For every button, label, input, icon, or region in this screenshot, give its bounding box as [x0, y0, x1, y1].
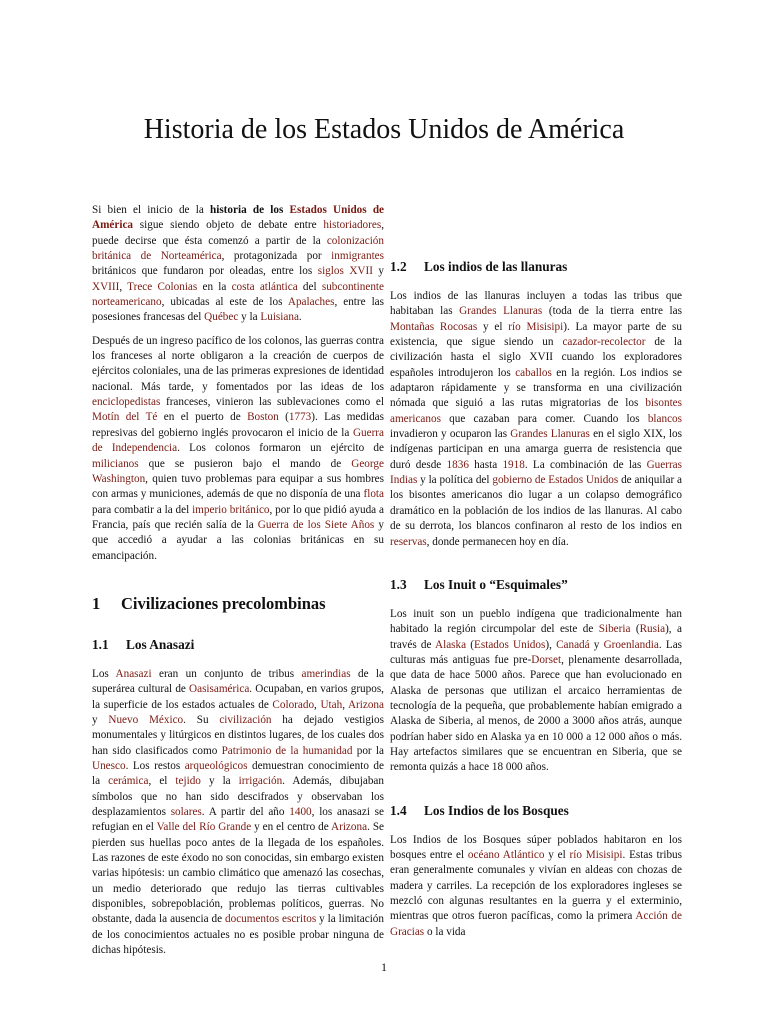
text: invadieron y ocuparon las: [390, 428, 511, 441]
link-solares[interactable]: solares: [170, 806, 202, 818]
text: y el: [544, 848, 570, 861]
text: británicos que fundaron por oleadas, entre los: [92, 265, 318, 278]
link-rio-misisipi[interactable]: río Misisipi: [508, 320, 564, 333]
link-rio-misisipi-2[interactable]: río Misisipi: [569, 848, 623, 861]
link-groenlandia[interactable]: Groenlandia: [603, 638, 659, 651]
link-george-washington[interactable]: George Washington: [92, 457, 384, 485]
link-imperio-britanico[interactable]: imperio británico: [192, 503, 270, 516]
link-arizona-2[interactable]: Arizona: [331, 821, 368, 834]
link-grandes-llanuras-2[interactable]: Grandes Llanuras: [510, 428, 590, 441]
text: ha dejado vestigios monumentales y litúrgicos en distintos lugares, de los cuales dos han sido clasificados como: [92, 713, 384, 757]
link-grandes-llanuras[interactable]: Grandes Llanuras: [459, 305, 543, 318]
link-patrimonio[interactable]: Patrimonio de la humanidad: [221, 744, 353, 757]
link-1400[interactable]: 1400: [289, 806, 312, 818]
link-1773[interactable]: 1773: [288, 411, 312, 424]
link-estados-unidos[interactable]: Estados Unidos de América: [92, 204, 385, 232]
text: , donde permanecen hoy en día.: [426, 535, 569, 548]
link-estados-unidos-2[interactable]: Estados Unidos: [474, 638, 546, 651]
text: y en el centro de: [251, 821, 332, 834]
text: y: [92, 713, 109, 726]
link-quebec[interactable]: Québec: [204, 311, 239, 324]
text: ), a través de: [390, 623, 682, 651]
text: en el siglo XIX, los indígenas participan en una amarga guerra de resistencia que duró desde: [390, 428, 682, 471]
text: Después de un ingreso pacífico de los colonos, las guerras contra los franceses al norte obligaron a la creación de cuerpos de ejércitos coloniales, una de las primeras expresiones de identidad nacional. Más tarde, y fomentados por las ideas de los: [92, 334, 384, 393]
text: del: [297, 280, 322, 293]
left-column: [92, 203, 384, 958]
link-motin-del-te[interactable]: Motín del Té: [92, 411, 158, 424]
text: en la región. Los indios se adaptaron rápidamente y se transforma en una civilización nómada que siguió a las rutas migratorias de los: [390, 366, 682, 410]
text: en el puerto de: [157, 411, 248, 424]
text: de aniquilar a los bisontes americanos dio lugar a un colapso demográfico dramático en la población de los indios de las llanuras. Al cabo de su derrota, los blancos confinaron al resto de los indios en: [390, 474, 683, 533]
link-caballos[interactable]: caballos: [515, 366, 552, 379]
text: Los Indios de los Bosques súper poblados habitaron en los bosques entre el: [390, 833, 682, 861]
text: ). La mayor parte de su existencia, que sigue siendo un: [390, 320, 682, 349]
inuit-paragraph: [390, 607, 682, 776]
text: demuestran conocimiento de la: [92, 759, 384, 788]
link-milicianos[interactable]: milicianos: [92, 457, 139, 470]
intro-paragraph-2: [92, 334, 384, 564]
text: y la: [238, 311, 261, 324]
link-anasazi[interactable]: Anasazi: [115, 667, 152, 680]
subsection-heading-1-3: [390, 576, 682, 593]
text: para combatir a la del: [92, 503, 193, 516]
link-arizona[interactable]: Arizona: [347, 698, 384, 711]
text: . A partir del año: [201, 806, 290, 818]
text: . Ocupaban, en varios grupos, la superficie de los estados actuales de: [92, 683, 384, 711]
text: sigue siendo objeto de debate entre: [133, 219, 324, 232]
text: , ubicadas al este de los: [161, 296, 288, 309]
text: (: [278, 411, 289, 424]
subsection-number: 1.2: [390, 259, 407, 274]
link-canada[interactable]: Canadá: [556, 638, 590, 651]
link-montanas-rocosas[interactable]: Montañas Rocosas: [390, 320, 478, 333]
link-blancos[interactable]: blancos: [647, 412, 682, 425]
text: , los anasazi se refugian en el: [92, 806, 385, 834]
text: . Estas tribus eran generalmente comunales y vivían en aldeas con chozas de madera y carriles. La recepción de los exploradores ingleses se mezcló con algunas resultantes en la guerra y el exterminio, mientras que otros fueron pacíficas, como la primera: [390, 848, 682, 923]
link-oceano-atlantico[interactable]: océano Atlántico: [467, 848, 545, 861]
subsection-number: 1.1: [92, 636, 109, 652]
link-tejido[interactable]: tejido: [175, 775, 201, 788]
subsection-title: Los Indios de los Bosques: [424, 802, 569, 818]
link-reservas[interactable]: reservas: [390, 535, 427, 548]
link-accion-de-gracias[interactable]: Acción de Gracias: [390, 910, 682, 938]
link-dorset[interactable]: Dorset: [531, 653, 562, 666]
text: . Su: [183, 713, 220, 726]
link-costa-atlantica[interactable]: costa atlántica: [231, 280, 298, 293]
text: . Las culturas más antiguas fue pre-: [390, 638, 683, 666]
subsection-heading-1-2: [390, 258, 682, 275]
text: , entre las posesiones francesas del: [92, 296, 384, 324]
link-xviii[interactable]: XVIII: [92, 280, 120, 293]
text: historia de los: [210, 204, 290, 216]
link-guerras-indias[interactable]: Guerras Indias: [390, 458, 682, 487]
text: . Los restos: [125, 759, 185, 772]
text: ,: [119, 280, 128, 293]
text: Los: [92, 667, 116, 680]
text: , protagonizada por: [221, 250, 332, 263]
link-1836[interactable]: 1836: [446, 458, 469, 471]
text: que se pusieron bajo el mando de: [138, 457, 352, 470]
text: y la: [200, 775, 239, 788]
link-bisontes[interactable]: bisontes americanos: [390, 397, 682, 425]
text: Los inuit son un pueblo indígena que tradicionalmente han habitado la región circumpolar del este de: [390, 607, 682, 636]
text: que cazaban para comer. Cuando los: [440, 412, 648, 425]
link-unesco[interactable]: Unesco: [92, 759, 126, 772]
text: franceses, vinieron las sublevaciones como el: [160, 396, 384, 409]
text: . Se pierden sus huellas poco antes de la llegada de los españoles. Las razones de este éxodo no son conocidas, sin embargo existen varias hipótesis: un cambio climático que amenazó las cosechas, un medio deteriorado que redujo las tierras cultivables disponibles, sobrepoblación, problemas políticos, guerras. No obstante, dada la ausencia de: [92, 821, 384, 926]
llanuras-paragraph: [390, 289, 682, 550]
text: , quien tuvo problemas para equipar a sus hombres con armas y municiones, además de que no disponía de una: [92, 472, 384, 501]
page-title: Historia de los Estados Unidos de América: [143, 114, 625, 145]
link-utah[interactable]: Utah: [320, 698, 343, 711]
right-column: [390, 203, 682, 940]
text: de la civilización hasta el siglo XVII cuando los exploradores españoles introdujeron los: [390, 336, 682, 379]
text: , por lo que pidió ayuda a Francia, país que recién salía de la: [92, 503, 384, 531]
link-valle-rio-grande[interactable]: Valle del Río Grande: [156, 821, 252, 834]
text: ). Las medidas represivas del gobierno inglés provocaron el inicio de la: [92, 411, 384, 439]
subsection-title: Los Anasazi: [126, 636, 195, 652]
text: . Además, dibujaban símbolos que no han sido descifrados y observaban los desplazamientos: [92, 775, 384, 818]
subsection-title: Los indios de las llanuras: [424, 259, 568, 274]
link-1918[interactable]: 1918: [502, 458, 525, 471]
link-siglos-xvii[interactable]: siglos XVII: [317, 265, 373, 278]
link-irrigacion[interactable]: irrigación: [238, 775, 283, 788]
link-documentos-escritos[interactable]: documentos escritos: [225, 913, 317, 926]
link-apalaches[interactable]: Apalaches: [287, 296, 335, 309]
bosques-paragraph: [390, 833, 682, 940]
text: ,: [342, 698, 348, 711]
text: Los indios de las llanuras incluyen a todas las tribus que habitaban las: [390, 290, 682, 318]
link-flota[interactable]: flota: [363, 488, 384, 501]
text: en la: [197, 280, 232, 293]
intro-paragraph-1: [92, 203, 384, 326]
link-enciclopedistas[interactable]: enciclopedistas: [92, 396, 161, 409]
text: ,: [314, 698, 321, 711]
text: y la limitación de los conocimientos actuales no es posible probar ninguna de dichas hipótesis.: [92, 913, 384, 957]
text: por la: [352, 744, 384, 757]
link-subcontinente[interactable]: subcontinente norteamericano: [92, 280, 384, 309]
subsection-number: 1.3: [390, 576, 407, 592]
link-alaska[interactable]: Alaska: [435, 638, 467, 651]
text: eran un conjunto de tribus: [151, 667, 302, 680]
link-boston[interactable]: Boston: [247, 411, 279, 424]
section-heading-1: [92, 594, 384, 614]
text: y que accedió a ayudar a las colonias británicas en su emancipación.: [92, 518, 385, 562]
link-luisiana[interactable]: Luisiana: [260, 311, 299, 324]
link-nuevo-mexico[interactable]: Nuevo México: [108, 713, 184, 726]
link-guerra-siete-anos[interactable]: Guerra de los Siete Años: [257, 518, 375, 531]
link-guerra-independencia[interactable]: Guerra de Independencia: [92, 426, 384, 455]
text: .: [298, 311, 302, 324]
text: ),: [545, 638, 557, 651]
link-inmigrantes[interactable]: inmigrantes: [331, 250, 384, 263]
text: de la superárea cultural de: [92, 667, 384, 696]
text: y el: [477, 320, 509, 333]
link-cazador-recolector[interactable]: cazador-recolector: [562, 336, 646, 349]
subsection-heading-1-1: [92, 636, 384, 653]
text: , plenamente desarrollada, que data de hace 5000 años. Parece que han evolucionado en Alaska de personas que utilizan el arcaico herramientas de tecnología de la pequeña, que probablemente habían emigrado a Alaska de Siberia, al menos, de 2000 a 3000 años atrás, aunque podrían haber sido en Alaska ya en 10 000 a 12 000 años o más. Hay artefactos similares que se encuentran en Siberia, que se remonta quizás a hace 18 000 años.: [390, 653, 682, 774]
link-trece-colonias[interactable]: Trece Colonias: [127, 280, 198, 293]
text: y: [589, 638, 604, 651]
link-colorado[interactable]: Colorado: [272, 698, 315, 711]
page-number: 1: [381, 960, 387, 974]
link-historiadores[interactable]: historiadores: [323, 219, 382, 232]
text: o la vida: [424, 925, 466, 938]
section-number: 1: [92, 593, 101, 613]
text: y la política del: [417, 474, 493, 487]
subsection-heading-1-4: [390, 802, 682, 819]
text: , el: [148, 775, 176, 788]
anasazi-paragraph: [92, 667, 384, 959]
subsection-number: 1.4: [390, 802, 407, 818]
text: , puede decirse que ésta comenzó a partir de la: [92, 219, 384, 247]
link-rusia[interactable]: Rusia: [639, 623, 666, 636]
link-siberia[interactable]: Siberia: [598, 623, 631, 636]
link-ceramica[interactable]: cerámica: [108, 775, 149, 788]
subsection-title: Los Inuit o “Esquimales”: [424, 576, 568, 592]
text: . La combinación de las: [524, 458, 647, 471]
text: (: [466, 638, 475, 651]
link-colonizacion[interactable]: colonización británica de Norteamérica: [92, 234, 384, 263]
link-arqueologicos[interactable]: arqueológicos: [184, 759, 248, 772]
text: (toda de la tierra entre las: [542, 305, 682, 318]
text: (: [630, 623, 640, 636]
link-civilizacion[interactable]: civilización: [219, 713, 272, 726]
link-oasisamerica[interactable]: Oasisamérica: [189, 683, 250, 696]
text: Si bien el inicio de la: [92, 204, 210, 216]
text: . Los colonos formaron un ejército de: [177, 442, 384, 455]
link-gobierno-eeuu[interactable]: gobierno de Estados Unidos: [492, 474, 619, 487]
section-title: Civilizaciones precolombinas: [121, 593, 326, 613]
text: y: [372, 265, 385, 278]
link-amerindias[interactable]: amerindias: [301, 667, 351, 680]
text: hasta: [468, 458, 503, 471]
